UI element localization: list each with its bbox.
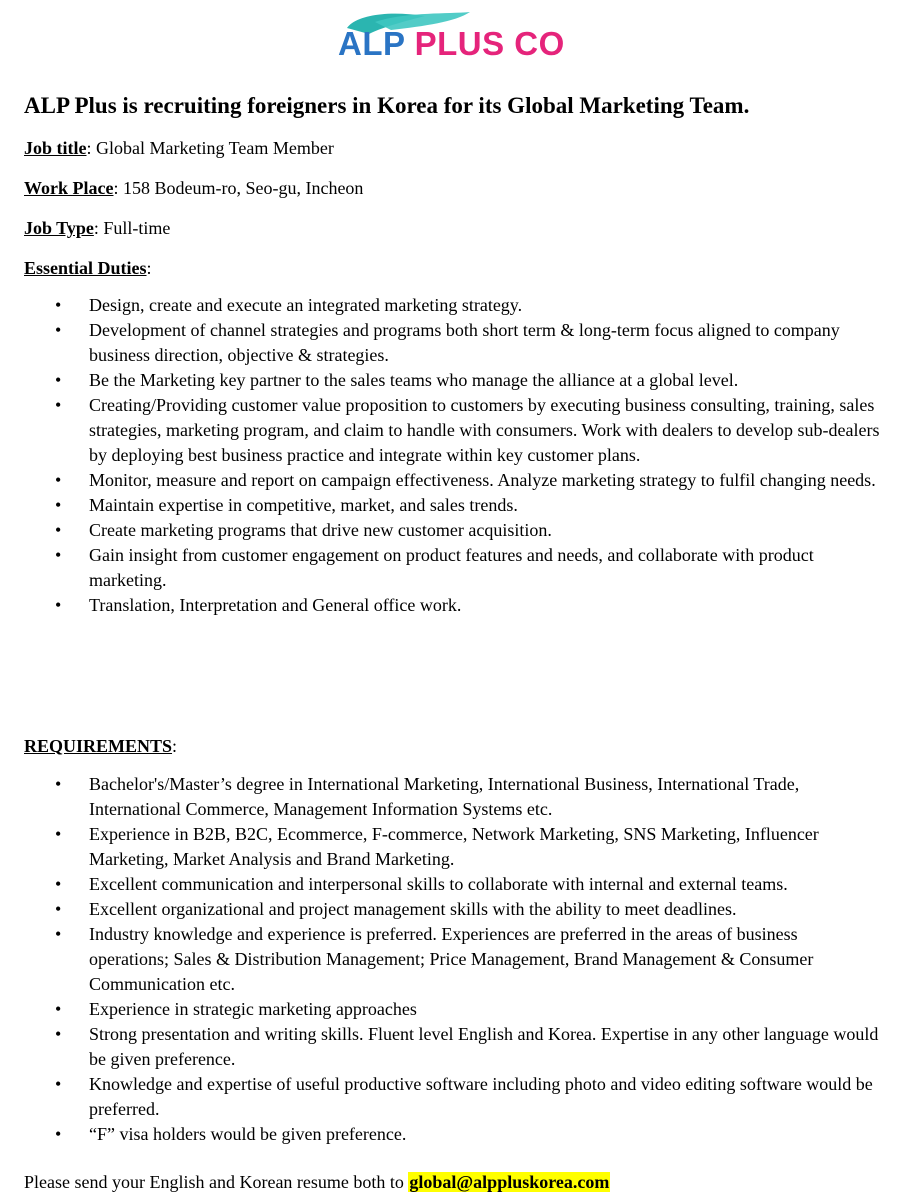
duties-heading: Essential Duties:	[24, 258, 152, 278]
list-item: • Development of channel strategies and programs both short term & long-term focus aligned to company business direction, objective & strategies.	[0, 318, 880, 368]
footer-text: Please send your English and Korean resume both to	[24, 1172, 409, 1192]
list-item: • Create marketing programs that drive new customer acquisition.	[0, 518, 880, 543]
list-item: • “F” visa holders would be given preference.	[0, 1122, 880, 1147]
list-item: • Maintain expertise in competitive, market, and sales trends.	[0, 493, 880, 518]
list-item: • Experience in B2B, B2C, Ecommerce, F-commerce, Network Marketing, SNS Marketing, Influencer Marketing, Market Analysis and Brand Marketing.	[0, 822, 880, 872]
list-item: • Gain insight from customer engagement on product features and needs, and collaborate with product marketing.	[0, 543, 880, 593]
job-type-field	[24, 216, 170, 240]
contact-email[interactable]: global@alppluskorea.com	[409, 1172, 610, 1192]
list-item: • Translation, Interpretation and General office work.	[0, 593, 880, 618]
list-item: • Knowledge and expertise of useful productive software including photo and video editing software would be preferred.	[0, 1072, 880, 1122]
work-place-value: : 158 Bodeum-ro, Seo-gu, Incheon	[113, 178, 364, 198]
duties-list	[0, 293, 880, 618]
job-title-label: Job title	[24, 138, 87, 158]
work-place-field	[24, 176, 363, 200]
page-title: ALP Plus is recruiting foreigners in Korea for its Global Marketing Team.	[24, 93, 750, 118]
list-item: • Excellent organizational and project management skills with the ability to meet deadlines.	[0, 897, 880, 922]
list-item: • Industry knowledge and experience is preferred. Experiences are preferred in the areas of business operations; Sales & Distribution Management; Price Management, Brand Management & Consumer Communication etc.	[0, 922, 880, 997]
work-place-label: Work Place	[24, 178, 114, 198]
job-title-field	[24, 136, 334, 160]
list-item: • Monitor, measure and report on campaign effectiveness. Analyze marketing strategy to fulfil changing needs.	[0, 468, 880, 493]
requirements-heading-label: REQUIREMENTS	[24, 736, 173, 756]
application-instructions	[24, 1170, 610, 1194]
job-title-value: : Global Marketing Team Member	[86, 138, 334, 158]
job-type-value: : Full-time	[93, 218, 171, 238]
logo-wordmark: ALP PLUS CO	[338, 25, 565, 62]
list-item: • Be the Marketing key partner to the sales teams who manage the alliance at a global level.	[0, 368, 880, 393]
company-logo	[325, 4, 585, 74]
list-item: • Experience in strategic marketing approaches	[0, 997, 880, 1022]
requirements-heading: REQUIREMENTS:	[24, 736, 178, 756]
list-item: • Strong presentation and writing skills. Fluent level English and Korea. Expertise in any other language would be given preference.	[0, 1022, 880, 1072]
duties-heading-label: Essential Duties	[24, 258, 147, 278]
list-item: • Creating/Providing customer value proposition to customers by executing business consulting, training, sales strategies, marketing program, and claim to handle with consumers. Work with dealers to develop sub-dealers by deploying best business practice and integrate within key customer plans.	[0, 393, 880, 468]
list-item: • Design, create and execute an integrated marketing strategy.	[0, 293, 880, 318]
list-item: • Excellent communication and interpersonal skills to collaborate with internal and external teams.	[0, 872, 880, 897]
requirements-list	[0, 772, 880, 1147]
job-type-label: Job Type	[24, 218, 94, 238]
list-item: • Bachelor's/Master’s degree in International Marketing, International Business, International Trade, International Commerce, Management Information Systems etc.	[0, 772, 880, 822]
